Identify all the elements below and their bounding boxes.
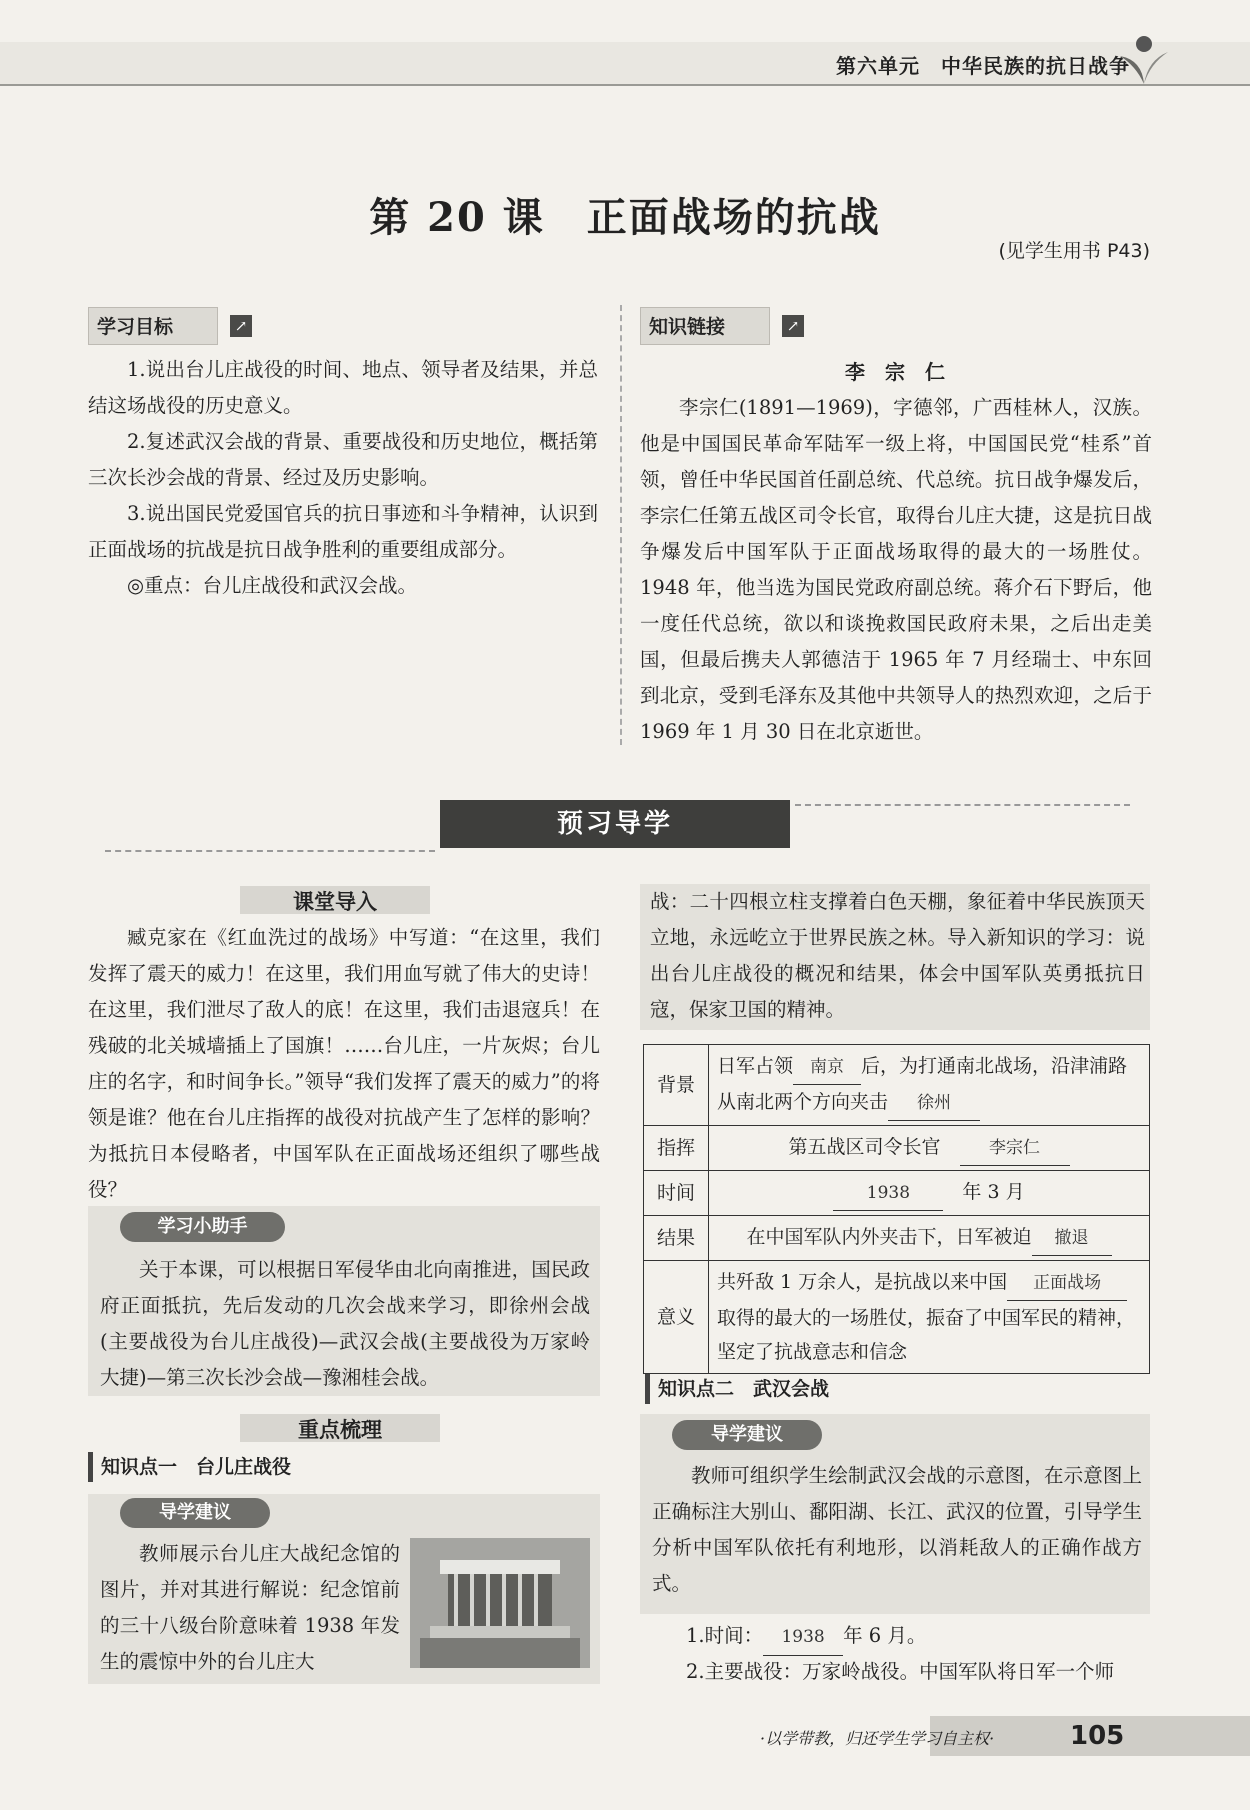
objectives-list (88, 352, 598, 604)
objectives-tag (88, 307, 218, 345)
kp2-guide-pill: 导学建议 (672, 1420, 822, 1450)
helper-text (100, 1252, 590, 1396)
kp2-label: 知识点二 (658, 1378, 735, 1400)
answer-blank: 撤退 (1032, 1221, 1112, 1256)
arrow-icon: ↗ (782, 315, 804, 337)
kp2-name: 武汉会战 (753, 1378, 830, 1400)
table-cell (709, 1045, 1150, 1126)
table-header: 时间 (644, 1171, 709, 1216)
table-row (644, 1126, 1150, 1171)
key-points-title: 重点梳理 (298, 1418, 382, 1442)
intro-continued-paragraph: 战：二十四根立柱支撑着白色天棚，象征着中华民族顶天立地，永远屹立于世界民族之林。导入新知识的学习：说出台儿庄战役的概况和结果，体会中国军队英勇抵抗日寇，保家卫国的精神。 (650, 890, 1145, 1021)
objective-item: 1.说出台儿庄战役的时间、地点、领导者及结果，并总结这场战役的历史意义。 (88, 358, 598, 417)
table-row (644, 1045, 1150, 1126)
answer-blank: 南京 (793, 1050, 861, 1085)
kp1-name: 台儿庄战役 (196, 1456, 292, 1478)
table-header: 指挥 (644, 1126, 709, 1171)
table-row (644, 1216, 1150, 1261)
objectives-tag-label: 学习目标 (97, 316, 174, 338)
table-cell (709, 1216, 1150, 1261)
kp2-time-label: 1.时间： (686, 1624, 764, 1647)
cell-text: 共歼敌 1 万余人，是抗战以来中国 (717, 1271, 1008, 1293)
leaf-logo-icon (1114, 30, 1170, 86)
kp1-guide-paragraph: 教师展示台儿庄大战纪念馆的图片，并对其进行解说：纪念馆前的三十八级台阶意味着 1938 年发生的震惊中外的台儿庄大 (100, 1542, 400, 1673)
footer-motto: ·以学带教，归还学生学习自主权· (760, 1729, 995, 1748)
table-row (644, 1171, 1150, 1216)
kp2-time-suffix: 年 6 月。 (843, 1624, 927, 1647)
table-header: 意义 (644, 1261, 709, 1374)
page-number: 105 (1070, 1721, 1125, 1751)
intro-continued-text (650, 884, 1145, 1028)
cell-text: 年 3 月 (962, 1181, 1025, 1203)
intro-title: 课堂导入 (293, 890, 377, 914)
table-header: 背景 (644, 1045, 709, 1126)
lesson-reference: (见学生用书 P43) (998, 240, 1150, 262)
memorial-building-icon (410, 1538, 590, 1668)
unit-header: 第六单元 中华民族的抗日战争 (836, 54, 1130, 78)
kp2-guide-paragraph: 教师可组织学生绘制武汉会战的示意图，在示意图上正确标注大别山、鄱阳湖、长江、武汉的位置，引导学生分析中国军队依托有利地形，以消耗敌人的正确作战方式。 (652, 1464, 1142, 1595)
knowledge-point-1 (88, 1452, 601, 1482)
intro-text (88, 920, 600, 1208)
table-cell (709, 1126, 1150, 1171)
helper-paragraph: 关于本课，可以根据日军侵华由北向南推进，国民政府正面抵抗，先后发动的几次会战来学习，即徐州会战(主要战役为台儿庄战役)—武汉会战(主要战役为万家岭大捷)—第三次长沙会战—豫湘桂会战。 (100, 1258, 590, 1389)
kp1-guide-pill: 导学建议 (120, 1498, 270, 1528)
column-divider (620, 305, 622, 745)
knowledge-point-2 (645, 1374, 1158, 1404)
kp2-guide-text (652, 1458, 1142, 1602)
knowledge-link-tag-label: 知识链接 (649, 316, 726, 338)
knowledge-link-tag (640, 307, 770, 345)
cell-text: 后，为打通南北战场，沿津浦路从南北两个方向夹击 (717, 1055, 1128, 1113)
kp2-time (686, 1618, 1146, 1656)
preview-banner: 预习导学 (440, 800, 790, 848)
banner-rule-left (105, 850, 435, 852)
lesson-title: 第 20 课 正面战场的抗战 (369, 194, 881, 241)
answer-blank: 徐州 (888, 1086, 980, 1121)
helper-pill: 学习小助手 (120, 1212, 285, 1242)
intro-paragraph: 臧克家在《红血洗过的战场》中写道：“在这里，我们发挥了震天的威力！在这里，我们用血写就了伟大的史诗！在这里，我们泄尽了敌人的底！在这里，我们击退寇兵！在残破的北关城墙插上了国旗！……台儿庄，一片灰烬；台儿庄的名字，和时间争长。”领导“我们发挥了震天的威力”的将领是谁？他在台儿庄指挥的战役对抗战产生了怎样的影响？为抵抗日本侵略者，中国军队在正面战场还组织了哪些战役？ (88, 926, 600, 1201)
objective-item: 3.说出国民党爱国官兵的抗日事迹和斗争精神，认识到正面战场的抗战是抗日战争胜利的重要组成部分。 (88, 502, 598, 561)
objective-item: 2.复述武汉会战的背景、重要战役和历史地位，概括第三次长沙会战的背景、经过及历史影响。 (88, 430, 598, 489)
knowledge-link-text (640, 390, 1152, 750)
table-cell (709, 1171, 1150, 1216)
memorial-hall-photo (410, 1538, 590, 1668)
biography-paragraph: 李宗仁(1891—1969)，字德邻，广西桂林人，汉族。他是中国国民革命军陆军一级上将，中国国民党“桂系”首领，曾任中华民国首任副总统、代总统。抗日战争爆发后，李宗仁任第五战区司令长官，取得台儿庄大捷，这是抗日战争爆发后中国军队于正面战场取得的最大的一场胜仗。1948 年，他当选为国民党政府副总统。蒋介石下野后，他一度任代总统，欲以和谈挽救国民政府未果，之后出走美国，但最后携夫人郭德洁于 1965 年 7 月经瑞士、中东回到北京，受到毛泽东及其他中共领导人的热烈欢迎，之后于 1969 年 1 月 30 日在北京逝世。 (640, 396, 1152, 743)
objective-key: ◎重点：台儿庄战役和武汉会战。 (127, 574, 418, 597)
cell-text: 取得的最大的一场胜仗，振奋了中国军民的精神，坚定了抗战意志和信念 (717, 1307, 1136, 1363)
table-row (644, 1261, 1150, 1374)
arrow-icon: ↗ (230, 315, 252, 337)
answer-blank: 李宗仁 (960, 1131, 1070, 1166)
table-header: 结果 (644, 1216, 709, 1261)
table-cell (709, 1261, 1150, 1374)
answer-blank: 1938 (763, 1619, 843, 1656)
cell-text: 第五战区司令长官 (788, 1136, 941, 1158)
answer-blank: 正面战场 (1007, 1266, 1127, 1301)
kp1-label: 知识点一 (101, 1456, 178, 1478)
knowledge-link-heading: 李 宗 仁 (845, 360, 945, 384)
answer-blank: 1938 (833, 1176, 943, 1211)
cell-text: 日军占领 (717, 1055, 794, 1077)
battle-summary-table (643, 1044, 1150, 1374)
banner-rule-right (795, 804, 1130, 806)
cell-text: 在中国军队内外夹击下，日军被迫 (746, 1226, 1032, 1248)
kp1-guide-text (100, 1536, 400, 1680)
kp2-battle: 2.主要战役：万家岭战役。中国军队将日军一个师 (686, 1660, 1115, 1683)
